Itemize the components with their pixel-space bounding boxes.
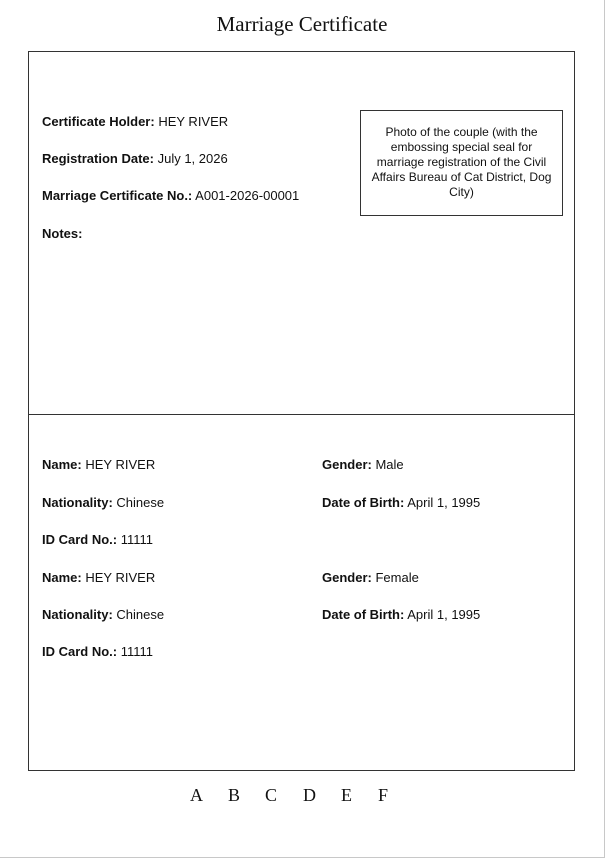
- person-2-gender-value: Female: [375, 570, 419, 585]
- person-1-dob-value: April 1, 1995: [407, 495, 481, 510]
- couple-photo-placeholder: [360, 110, 563, 216]
- person-2-dob-label: Date of Birth:: [322, 607, 405, 622]
- person-1-nationality-value: Chinese: [116, 495, 165, 510]
- footer-letter: F: [378, 785, 389, 805]
- person-1-id-value: 11111: [120, 532, 154, 547]
- person-1-dob-label: Date of Birth:: [322, 495, 405, 510]
- person-2-gender-label: Gender:: [322, 570, 372, 585]
- person-1-name-value: HEY RIVER: [85, 457, 156, 472]
- section-divider: [28, 414, 575, 415]
- certificate-number-field: [42, 188, 299, 204]
- footer-letter: A: [190, 785, 203, 805]
- person-2-nationality-value: Chinese: [116, 607, 165, 622]
- person-2-name-label: Name:: [42, 570, 82, 585]
- person-1-gender-label: Gender:: [322, 457, 372, 472]
- certificate-holder-field: [42, 114, 228, 130]
- person-2-gender-field: [322, 570, 419, 586]
- certificate-number-value: A001-2026-00001: [195, 188, 300, 203]
- certificate-holder-label: Certificate Holder:: [42, 114, 155, 129]
- person-1-id-field: [42, 532, 153, 548]
- document-title: Marriage Certificate: [216, 12, 388, 36]
- person-2-name-value: HEY RIVER: [85, 570, 156, 585]
- person-1-name-field: [42, 457, 155, 473]
- person-1-gender-field: [322, 457, 404, 473]
- person-2-id-value: 11111: [120, 644, 154, 659]
- person-2-nationality-label: Nationality:: [42, 607, 113, 622]
- footer-letter: C: [265, 785, 278, 805]
- person-1-nationality-field: [42, 495, 164, 511]
- person-1-id-label: ID Card No.:: [42, 532, 118, 547]
- registration-date-label: Registration Date:: [42, 151, 154, 166]
- notes-field: [42, 226, 82, 242]
- certificate-holder-value: HEY RIVER: [158, 114, 229, 129]
- certificate-number-label: Marriage Certificate No.:: [42, 188, 193, 203]
- person-2-dob-value: April 1, 1995: [407, 607, 481, 622]
- person-2-name-field: [42, 570, 155, 586]
- registration-date-value: July 1, 2026: [157, 151, 228, 166]
- notes-label: Notes:: [42, 226, 83, 241]
- footer-letter: E: [341, 785, 352, 805]
- person-1-gender-value: Male: [375, 457, 404, 472]
- footer-letter: D: [303, 785, 316, 805]
- footer-letter: B: [228, 785, 241, 805]
- photo-placeholder-text: Photo of the couple (with the embossing special seal for marriage registration of the Civil Affairs Bureau of Cat District, Dog City): [371, 125, 552, 199]
- person-2-id-field: [42, 644, 153, 660]
- person-1-dob-field: [322, 495, 480, 511]
- registration-date-field: [42, 151, 228, 167]
- person-2-id-label: ID Card No.:: [42, 644, 118, 659]
- person-1-name-label: Name:: [42, 457, 82, 472]
- person-2-nationality-field: [42, 607, 164, 623]
- person-1-nationality-label: Nationality:: [42, 495, 113, 510]
- person-2-dob-field: [322, 607, 480, 623]
